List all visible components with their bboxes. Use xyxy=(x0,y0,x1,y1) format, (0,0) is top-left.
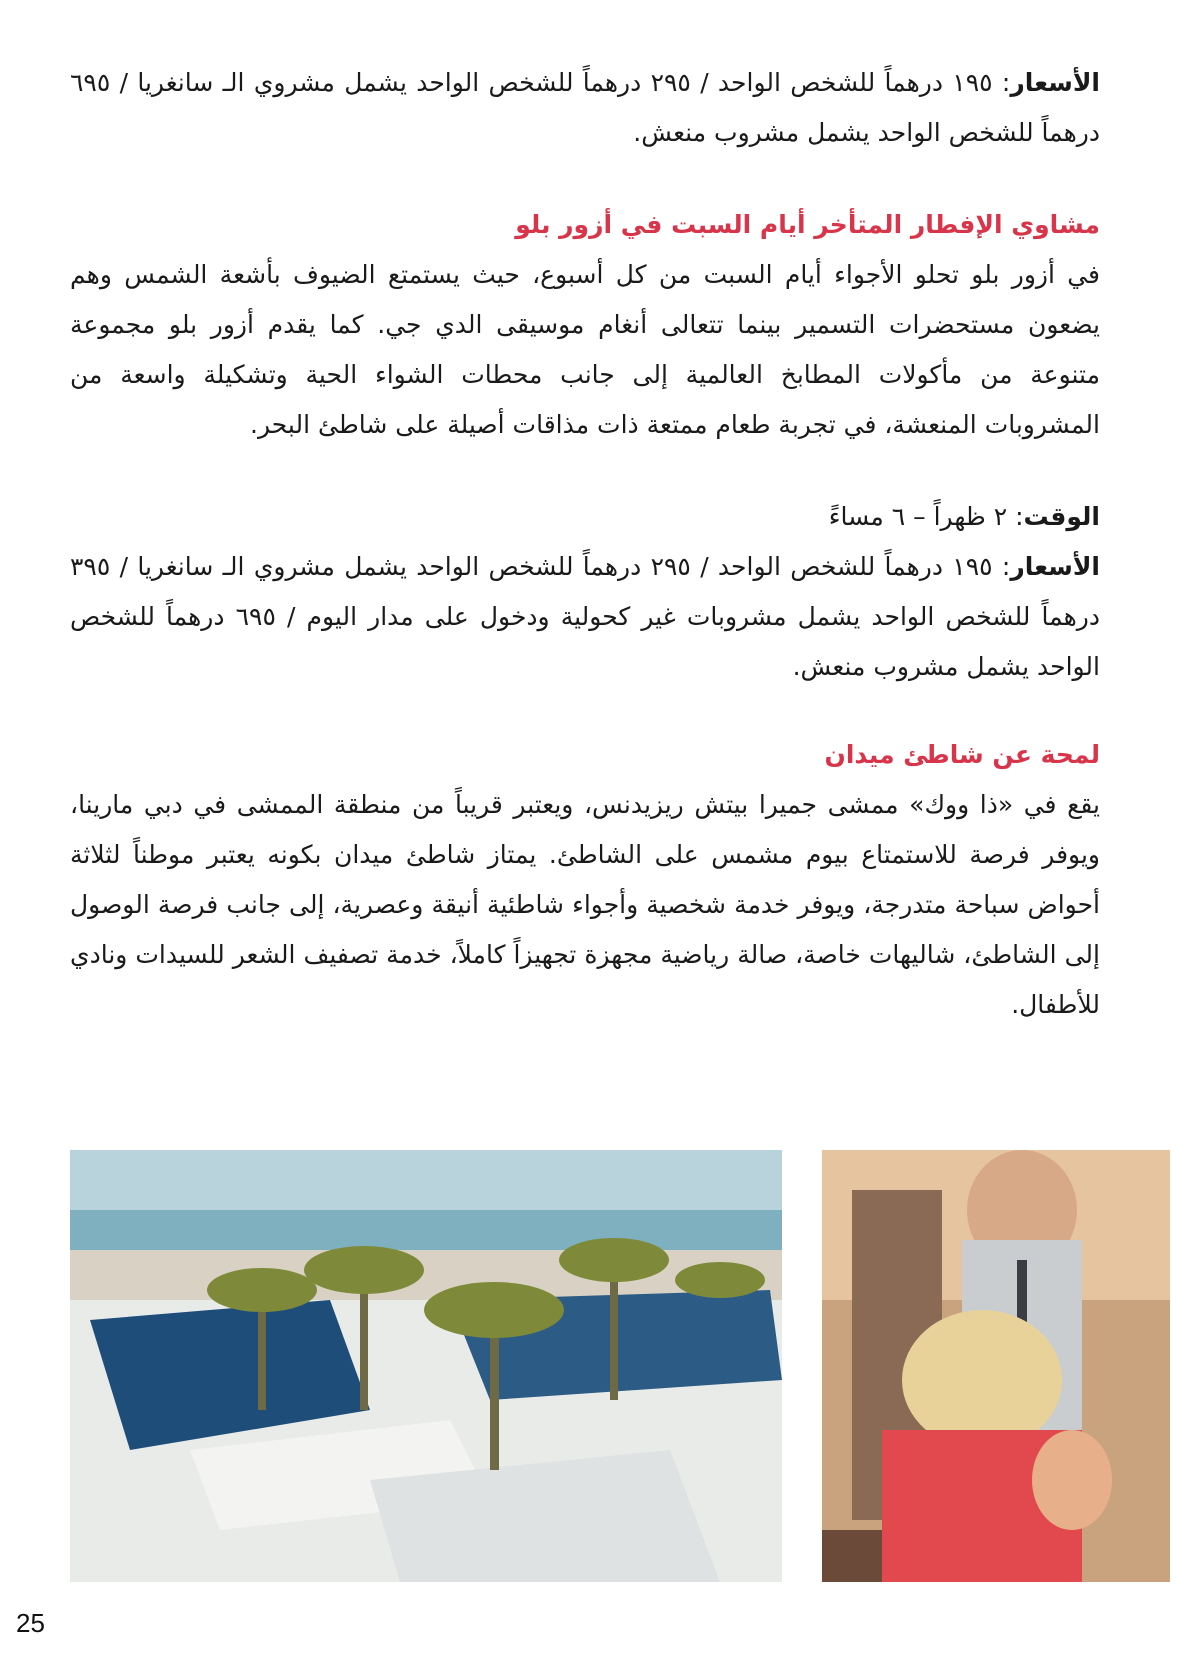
prices-label: الأسعار xyxy=(1010,68,1101,97)
section-title-saturday-brunch: مشاوي الإفطار المتأخر أيام السبت في أزور بلو xyxy=(515,210,1100,239)
section-body-saturday-brunch: في أزور بلو تحلو الأجواء أيام السبت من كل أسبوع، حيث يستمتع الضيوف بأشعة الشمس وهم يضعون مستحضرات التسمير بينما تتعالى أنغام موسيقى الدي جي. كما يقدم أزور بلو مجموعة متنوعة من مأكولات المطابخ العالمية إلى جانب محطات الشواء الحية وتشكيلة واسعة من المشروبات المنعشة، في تجربة طعام ممتعة ذات مذاقات أصيلة على شاطئ البحر. xyxy=(70,260,1100,439)
section-title-maidan-beach: لمحة عن شاطئ ميدان xyxy=(824,740,1100,769)
page-number: 25 xyxy=(16,1608,45,1638)
time-label: الوقت xyxy=(1023,502,1100,531)
time-line xyxy=(70,492,1100,542)
beach-pool-photo xyxy=(70,1150,782,1582)
article-content xyxy=(70,58,1100,1030)
prices-text: : ١٩٥ درهماً للشخص الواحد / ٢٩٥ درهماً للشخص الواحد يشمل مشروي الـ سانغريا / ٣٩٥ درهماً للشخص الواحد يشمل مشروبات غير كحولية ودخول على مدار اليوم / ٦٩٥ درهماً للشخص الواحد يشمل مشروب منعش. xyxy=(70,552,1100,681)
section-body-maidan-beach: يقع في «ذا ووك» ممشى جميرا بيتش ريزيدنس، ويعتبر قريباً من منطقة الممشى في دبي مارينا، ويوفر فرصة للاستمتاع بيوم مشمس على الشاطئ. يمتاز شاطئ ميدان بكونه يعتبر موطناً لثلاثة أحواض سباحة متدرجة، ويوفر خدمة شخصية وأجواء شاطئية أنيقة وعصرية، إلى جانب فرصة الوصول إلى الشاطئ، شاليهات خاصة، صالة رياضية مجهزة تجهيزاً كاملاً، خدمة تصفيف الشعر للسيدات ونادي للأطفال. xyxy=(70,790,1100,1019)
prices-text: : ١٩٥ درهماً للشخص الواحد / ٢٩٥ درهماً للشخص الواحد يشمل مشروي الـ سانغريا / ٦٩٥ درهماً للشخص الواحد يشمل مشروب منعش. xyxy=(70,68,1100,147)
party-guests-photo xyxy=(822,1150,1170,1582)
prices-line-1 xyxy=(70,58,1100,158)
prices-label: الأسعار xyxy=(1010,552,1101,581)
time-text: : ٢ ظهراً – ٦ مساءً xyxy=(828,502,1024,531)
prices-line-2 xyxy=(70,542,1100,692)
